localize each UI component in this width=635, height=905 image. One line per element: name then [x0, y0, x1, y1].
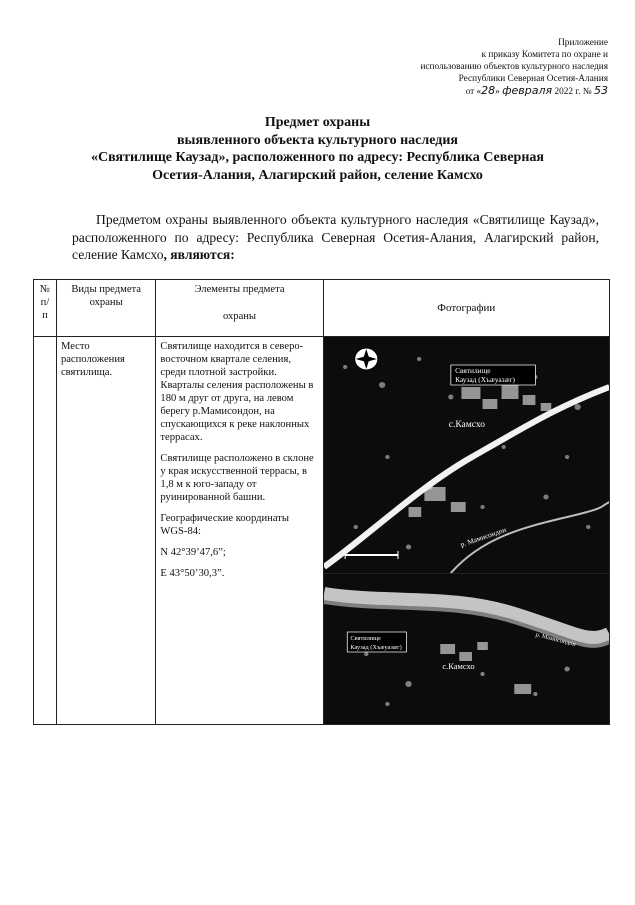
- table-header-row: [34, 280, 610, 337]
- header-line: использованию объектов культурного наследия: [420, 62, 608, 72]
- photo1-label-village: с.Камсхо: [448, 420, 485, 430]
- date-prefix: от «: [465, 87, 482, 97]
- row-photos: [323, 337, 609, 725]
- desc-position: Святилище расположено в склоне у края искусственной террасы, в 1,8 м к юго-западу от руинированной башни.: [160, 453, 314, 503]
- satellite-photo-2: [324, 574, 609, 724]
- desc-coords-title: Географические координаты WGS-84:: [160, 513, 290, 537]
- title-line: «Святилище Каузад», расположенного по адресу: Республика Северная: [91, 150, 544, 165]
- row-num: [34, 337, 57, 725]
- desc-location: Святилище находится в северо-восточном квартале селения, среди плотной застройки. Кварталы селения расположены в 180 м друг от друга, на левом берегу р.Мамисондон, на спускающихся к реке наклонных террасах.: [160, 341, 314, 443]
- table-row: [34, 337, 610, 725]
- photo1-label-site-1: Святилище: [454, 367, 491, 375]
- photo2-label-site-2: Каузад (Хъæуазæг): [350, 645, 402, 651]
- header-elements-line2: охраны: [222, 311, 257, 322]
- intro-paragraph: [72, 211, 599, 264]
- protection-table: [33, 279, 610, 725]
- date-mid: »: [495, 87, 500, 97]
- appendix-header: [308, 37, 608, 98]
- coord-lon: E 43°50’30,3”.: [160, 568, 225, 579]
- photo1-label-river: р. Мамисондон: [458, 525, 508, 549]
- order-date-line: [308, 85, 608, 98]
- date-year: 2022 г. №: [554, 87, 592, 97]
- date-month: февраля: [502, 84, 553, 97]
- photo2-label-village: с.Камсхо: [441, 662, 475, 671]
- title-line: Предмет охраны: [264, 115, 371, 130]
- header-line: к приказу Комитета по охране и: [481, 50, 608, 60]
- header-line: Приложение: [558, 38, 608, 48]
- title-line: Осетия-Алания, Алагирский район, селение Камсхо: [152, 167, 483, 183]
- header-kinds: Виды предмета охраны: [56, 280, 155, 337]
- coord-lat: N 42°39’47,6”;: [160, 547, 226, 558]
- date-day: 28: [481, 84, 496, 97]
- header-line: Республики Северная Осетия-Алания: [458, 74, 608, 84]
- intro-text: Предметом охраны выявленного объекта культурного наследия «Святилище Каузад», расположенного по адресу: Республика Северная Осетия-Алания, Алагирский район, селение Камсхо: [72, 212, 599, 262]
- satellite-photo-1: [324, 337, 609, 574]
- photo2-label-site-1: Святилище: [350, 636, 381, 642]
- header-elements-line1: Элементы предмета: [194, 284, 285, 295]
- header-elements: [156, 280, 323, 337]
- intro-bold-tail: , являются:: [163, 247, 235, 262]
- row-elements: [156, 337, 323, 725]
- title-line: выявленного объекта культурного наследия: [177, 132, 458, 148]
- document-title: [40, 114, 595, 184]
- photo1-label-site-2: Каузад (Хъæуазæг): [454, 376, 515, 384]
- order-number: 53: [594, 84, 608, 97]
- photo2-label-river: р. Мамисондон: [534, 632, 576, 648]
- row-kind: Место расположения святилища.: [56, 337, 155, 725]
- header-photos: Фотографии: [323, 280, 609, 337]
- header-num: № п/п: [34, 280, 57, 337]
